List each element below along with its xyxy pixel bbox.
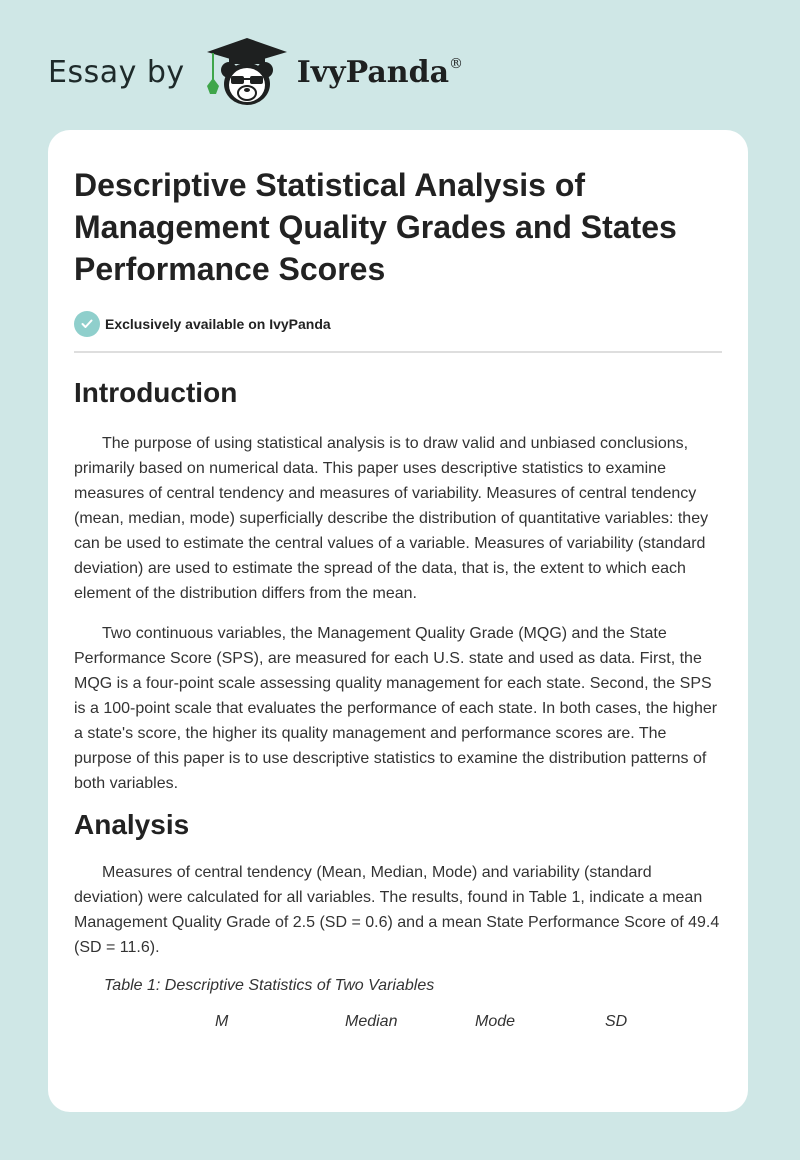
section-heading-introduction: Introduction [74, 377, 238, 408]
badge-text: Exclusively available on IvyPanda [105, 316, 331, 332]
paragraph: The purpose of using statistical analysis is to draw valid and unbiased conclusions, primarily based on numerical data. This paper uses descriptive statistics to examine measures of central tendency and measures of variability. Measures of central tendency (mean, median, mode) superficially describe the distribution of quantitative variables: they can be used to estimate the central values of a variable. Measures of variability (standard deviation) are used to estimate the spread of the data, that is, the extent to which each element of the distribution differs from the mean. [74, 435, 709, 602]
divider [74, 351, 722, 353]
check-circle-icon [74, 311, 100, 337]
article-title: Descriptive Statistical Analysis of Management Quality Grades and States Performance Scores [74, 167, 677, 287]
brand-prefix: Essay by [48, 54, 185, 90]
article-card [48, 130, 748, 1112]
column-header-median: Median [345, 1013, 398, 1030]
paragraph: Measures of central tendency (Mean, Median, Mode) and variability (standard deviation) were calculated for all variables. The results, found in Table 1, indicate a mean Management Quality Grade of 2.5 (SD = 0.6) and a mean State Performance Score of 49.4 (SD = 11.6). [74, 864, 720, 956]
brand-name: IvyPanda® [296, 54, 464, 90]
column-header-sd: SD [605, 1013, 628, 1030]
panda-graduate-icon [205, 36, 289, 108]
column-header-m: M [215, 1013, 229, 1030]
paragraph: Two continuous variables, the Management Quality Grade (MQG) and the State Performance Score (SPS), are measured for each U.S. state and used as data. First, the MQG is a four-point scale assessing quality management for each state. Second, the SPS is a 100-point scale that evaluates the performance of each state. In both cases, the higher a state's score, the higher its quality management and performance scores are. The purpose of this paper is to use descriptive statistics to examine the distribution patterns of both variables. [74, 625, 718, 792]
table-header-row [74, 1013, 722, 1037]
section-heading-analysis: Analysis [74, 809, 190, 840]
brand-header [48, 36, 463, 108]
exclusive-badge [74, 311, 722, 337]
column-header-mode: Mode [475, 1013, 516, 1030]
table-caption: Table 1: Descriptive Statistics of Two Variables [104, 977, 435, 994]
